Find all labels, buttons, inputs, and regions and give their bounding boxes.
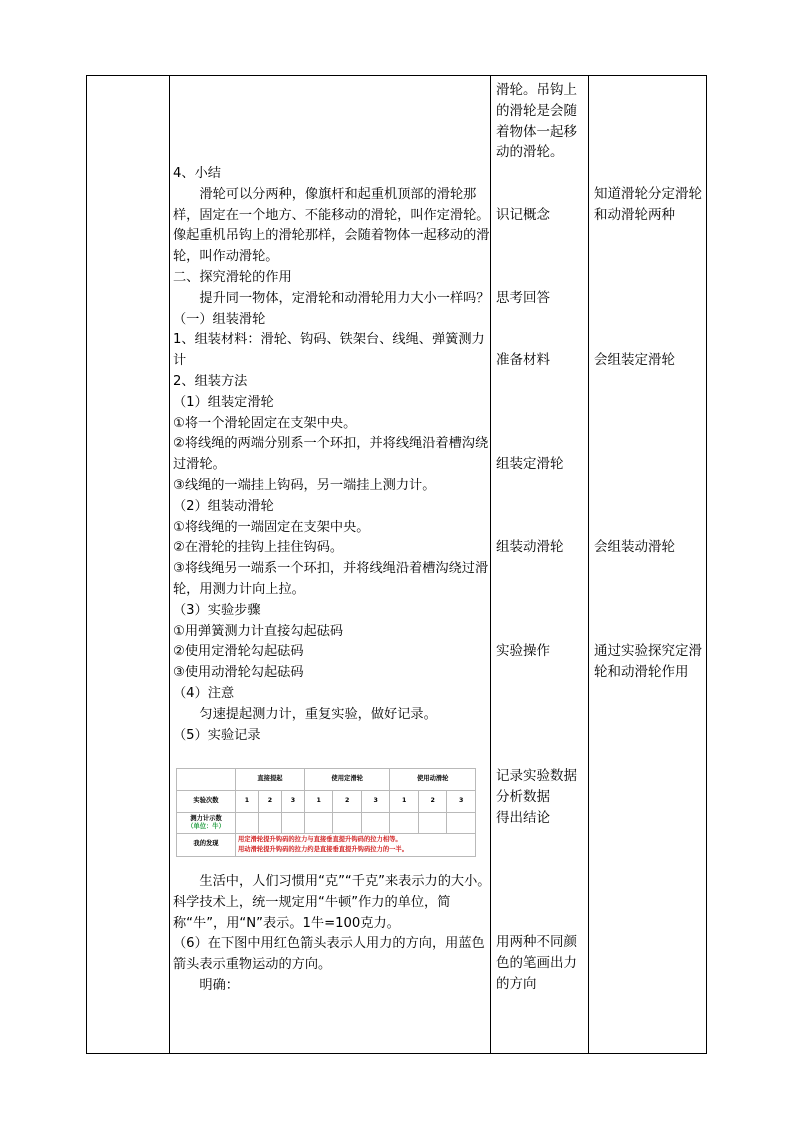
goal-text: 知道滑轮分定滑轮和动滑轮两种 — [594, 186, 702, 223]
table-corner — [177, 769, 236, 791]
method-heading: 2、组装方法 — [173, 373, 248, 389]
trial-number: 1 — [304, 790, 333, 812]
step-text: ③线绳的一端挂上钩码，另一端挂上测力计。 — [173, 477, 436, 493]
data-cell — [447, 812, 476, 833]
lesson-table — [86, 75, 707, 1054]
step-text: ①用弹簧测力计直接勾起砝码 — [173, 623, 344, 639]
trial-number: 3 — [361, 790, 390, 812]
materials-text: 1、组装材料：滑轮、钩码、铁架台、线绳、弹簧测力计 — [173, 332, 485, 369]
fixed-pulley-heading: （1）组装定滑轮 — [173, 394, 274, 410]
goal-text: 会组装定滑轮 — [594, 352, 675, 368]
closing-block — [173, 872, 491, 997]
step-text: ③将线绳另一端系一个环扣，并将线绳沿着槽沟绕过滑轮，用测力计向上拉。 — [173, 561, 489, 597]
trial-number: 2 — [333, 790, 362, 812]
activity-text: 得出结论 — [496, 810, 550, 826]
trial-number: 2 — [258, 790, 281, 812]
goal-text: 通过实验探究定滑轮和动滑轮作用 — [594, 643, 702, 680]
data-cell — [281, 812, 304, 833]
trial-number: 3 — [447, 790, 476, 812]
step-text: ②使用定滑轮勾起砝码 — [173, 644, 304, 660]
activity-text: 记录实验数据 — [496, 768, 577, 784]
activity-text: 滑轮。吊钩上的滑轮是会随着物体一起移动的滑轮。 — [496, 82, 577, 161]
data-cell — [333, 812, 362, 833]
activity-text: 用两种不同颜色的笔画出力的方向 — [496, 934, 577, 992]
experiment-record-table — [176, 768, 476, 857]
data-cell — [390, 812, 419, 833]
question-text: 提升同一物体，定滑轮和动滑轮用力大小一样吗？ — [199, 290, 490, 306]
experiment-steps-heading: （3）实验步骤 — [173, 602, 261, 618]
column-divider — [588, 76, 589, 1053]
movable-pulley-heading: （2）组装动滑轮 — [173, 498, 274, 514]
section-heading: 二、探究滑轮的作用 — [173, 269, 292, 285]
subsection-heading: （一）组装滑轮 — [173, 311, 266, 327]
summary-heading: 4、小结 — [173, 166, 221, 181]
trial-number: 1 — [390, 790, 419, 812]
trial-number: 3 — [281, 790, 304, 812]
row-header: 实验次数 — [177, 790, 236, 812]
notice-heading: （4）注意 — [173, 685, 235, 701]
step-text: ①将线绳的一端固定在支架中央。 — [173, 519, 370, 535]
column-header: 使用定滑轮 — [304, 769, 390, 791]
trial-number: 1 — [236, 790, 259, 812]
goal-text: 会组装动滑轮 — [594, 539, 675, 555]
activity-text: 组装动滑轮 — [496, 539, 564, 555]
column-divider — [169, 76, 170, 1053]
reading-label: 测力计示数 — [190, 814, 222, 822]
data-cell — [361, 812, 390, 833]
summary-text: 滑轮可以分两种，像旗杆和起重机顶部的滑轮那样，固定在一个地方、不能移动的滑轮，叫作定滑轮。像起重机吊钩上的滑轮那样，会随着物体一起移动的滑轮，叫作动滑轮。 — [173, 186, 490, 265]
finding-text: 用动滑轮提升钩码的拉力约是直接垂直提升钩码拉力的一半。 — [238, 845, 409, 853]
data-cell — [418, 812, 447, 833]
activity-text: 思考回答 — [496, 290, 550, 306]
unit-explanation: 生活中，人们习惯用“克”“千克”来表示力的大小。科学技术上，统一规定用“牛顿”作力的单位，简称“牛”，用“N”表示。1牛=100克力。 — [173, 874, 491, 931]
reading-unit: （单位：牛） — [187, 822, 225, 830]
step-text: ②在滑轮的挂钩上挂住钩码。 — [173, 540, 344, 556]
record-heading: （5）实验记录 — [173, 727, 261, 743]
drawing-instruction: （6）在下图中用红色箭头表示人用力的方向，用蓝色箭头表示重物运动的方向。 — [173, 936, 485, 973]
activity-text: 实验操作 — [496, 643, 550, 659]
activity-text: 准备材料 — [496, 352, 550, 368]
step-text: ②将线绳的两端分别系一个环扣，并将线绳沿着槽沟绕过滑轮。 — [173, 436, 489, 473]
data-cell — [258, 812, 281, 833]
data-cell — [236, 812, 259, 833]
activity-text: 组装定滑轮 — [496, 456, 564, 472]
finding-cell — [236, 833, 476, 856]
finding-text: 用定滑轮提升钩码的拉力与直接垂直提升钩码的拉力相等。 — [238, 835, 402, 843]
step-text: ①将一个滑轮固定在支架中央。 — [173, 415, 357, 431]
row-header: 我的发现 — [177, 833, 236, 856]
row-header — [177, 812, 236, 833]
summary-block — [173, 164, 491, 746]
column-header: 直接提起 — [236, 769, 305, 791]
column-header: 使用动滑轮 — [390, 769, 476, 791]
activity-text: 识记概念 — [496, 207, 550, 223]
step-text: ③使用动滑轮勾起砝码 — [173, 665, 304, 681]
trial-number: 2 — [418, 790, 447, 812]
clarify-label: 明确： — [199, 977, 239, 993]
notice-text: 匀速提起测力计，重复实验，做好记录。 — [199, 706, 437, 722]
activity-text: 分析数据 — [496, 789, 550, 805]
data-cell — [304, 812, 333, 833]
